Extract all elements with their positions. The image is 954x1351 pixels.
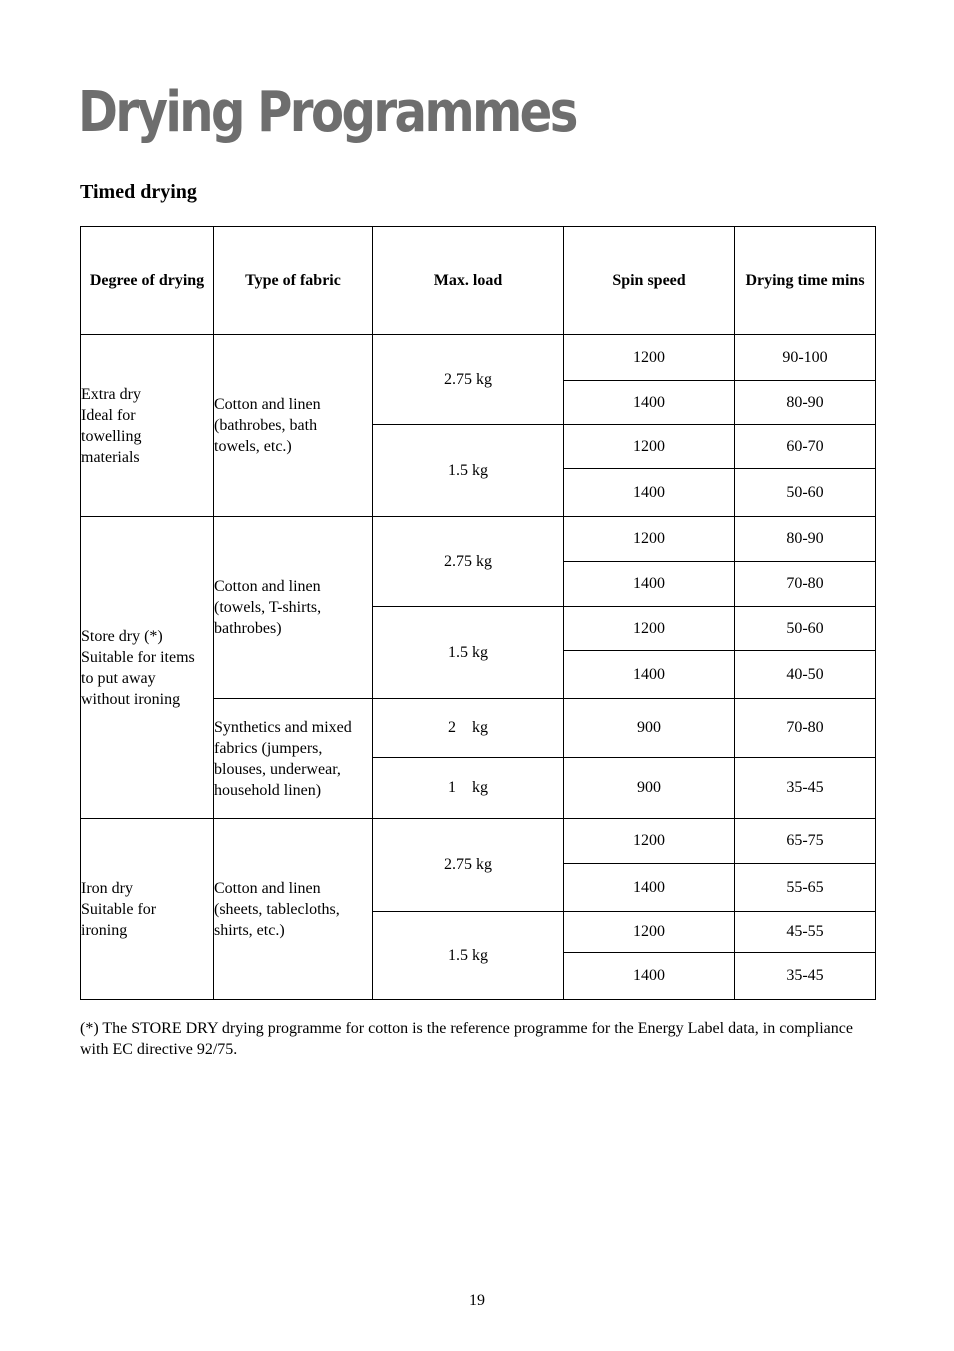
table-row [81,819,876,864]
max-load-cell: 2.75 kg [373,517,564,607]
drying-time-cell: 35-45 [735,758,876,819]
max-load-cell: 2.75 kg [373,819,564,912]
spin-speed-cell: 900 [564,758,735,819]
max-load-cell: 1.5 kg [373,425,564,517]
fabric-synthetics-mixed: Synthetics and mixed fabrics (jumpers, blouses, underwear, household linen) [214,699,373,819]
spin-speed-cell: 1200 [564,912,735,953]
drying-time-cell: 45-55 [735,912,876,953]
spin-speed-cell: 1400 [564,562,735,607]
header-type-of-fabric: Type of fabric [214,227,373,335]
spin-speed-cell: 1400 [564,864,735,912]
degree-iron-dry: Iron dry Suitable for ironing [81,819,214,1000]
spin-speed-cell: 1200 [564,607,735,651]
header-spin-speed: Spin speed [564,227,735,335]
max-load-cell: 1.5 kg [373,607,564,699]
drying-time-cell: 90-100 [735,335,876,381]
drying-time-cell: 65-75 [735,819,876,864]
max-load-cell: 2.75 kg [373,335,564,425]
spin-speed-cell: 1200 [564,425,735,469]
header-max-load: Max. load [373,227,564,335]
fabric-cotton-linen: Cotton and linen (sheets, tablecloths, shirts, etc.) [214,819,373,1000]
max-load-cell: 1.5 kg [373,912,564,1000]
fabric-cotton-linen: Cotton and linen (bathrobes, bath towels, etc.) [214,335,373,517]
spin-speed-cell: 1400 [564,953,735,1000]
header-drying-time: Drying time mins [735,227,876,335]
drying-time-cell: 60-70 [735,425,876,469]
spin-speed-cell: 1200 [564,517,735,562]
table-row [81,335,876,381]
spin-speed-cell: 1400 [564,469,735,517]
section-subtitle: Timed drying [80,181,197,203]
spin-speed-cell: 1400 [564,381,735,425]
degree-store-dry: Store dry (*) Suitable for items to put away without ironing [81,517,214,819]
page-number: 19 [469,1292,485,1309]
footnote: (*) The STORE DRY drying programme for cotton is the reference programme for the Energy Label data, in compliance with EC directive 92/75. [80,1020,853,1058]
spin-speed-cell: 1200 [564,819,735,864]
drying-time-cell: 80-90 [735,517,876,562]
drying-time-cell: 50-60 [735,607,876,651]
drying-programmes-table [80,226,876,1000]
degree-extra-dry: Extra dry Ideal for towelling materials [81,335,214,517]
drying-time-cell: 70-80 [735,699,876,758]
table-header-row [81,227,876,335]
drying-time-cell: 80-90 [735,381,876,425]
table-row [81,517,876,562]
spin-speed-cell: 1400 [564,651,735,699]
fabric-cotton-linen: Cotton and linen (towels, T-shirts, bathrobes) [214,517,373,699]
page-title: Drying Programmes [78,80,576,145]
header-degree-of-drying: Degree of drying [81,227,214,335]
drying-time-cell: 40-50 [735,651,876,699]
spin-speed-cell: 1200 [564,335,735,381]
drying-time-cell: 70-80 [735,562,876,607]
spin-speed-cell: 900 [564,699,735,758]
max-load-cell: 2 kg [373,699,564,758]
drying-time-cell: 35-45 [735,953,876,1000]
drying-time-cell: 50-60 [735,469,876,517]
max-load-cell: 1 kg [373,758,564,819]
drying-time-cell: 55-65 [735,864,876,912]
